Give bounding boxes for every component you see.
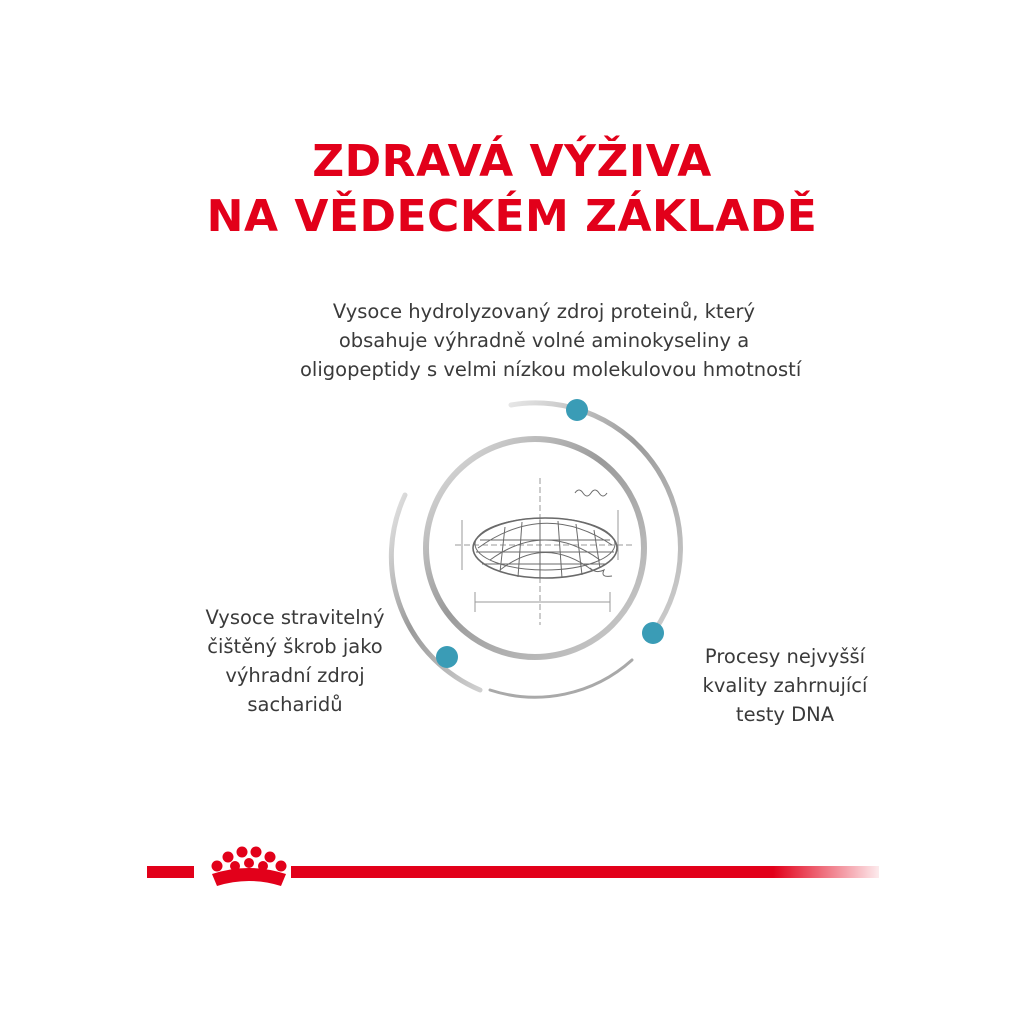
teal-dot-icon [436,646,458,668]
benefit-starch-line: výhradní zdroj [225,664,365,687]
headline-line-1: ZDRAVÁ VÝŽIVA [312,136,712,187]
benefit-starch-line: sacharidů [247,693,343,716]
footer-band [147,847,879,887]
benefit-protein-line: oligopeptidy s velmi nízkou molekulovou hmotností [300,358,802,381]
benefit-starch-line: čištěný škrob jako [207,635,383,658]
benefit-protein-line: obsahuje výhradně volné aminokyseliny a [338,329,750,352]
crown-logo-icon [212,847,287,887]
benefit-starch-line: Vysoce stravitelný [205,606,385,629]
teal-dot-icon [642,622,664,644]
benefit-quality-line: Procesy nejvyšší [704,645,866,668]
teal-dot-icon [566,399,588,421]
benefit-quality-line: testy DNA [735,703,835,726]
benefit-protein-line: Vysoce hydrolyzovaný zdroj proteinů, který [332,300,756,323]
headline-line-2: NA VĚDECKÉM ZÁKLADĚ [206,191,818,242]
benefit-quality-line: kvality zahrnující [702,674,868,697]
footer-line-right [291,866,879,878]
footer-line-left [147,866,194,878]
outer-arc-bottom [490,660,632,697]
inner-ring [426,439,644,657]
